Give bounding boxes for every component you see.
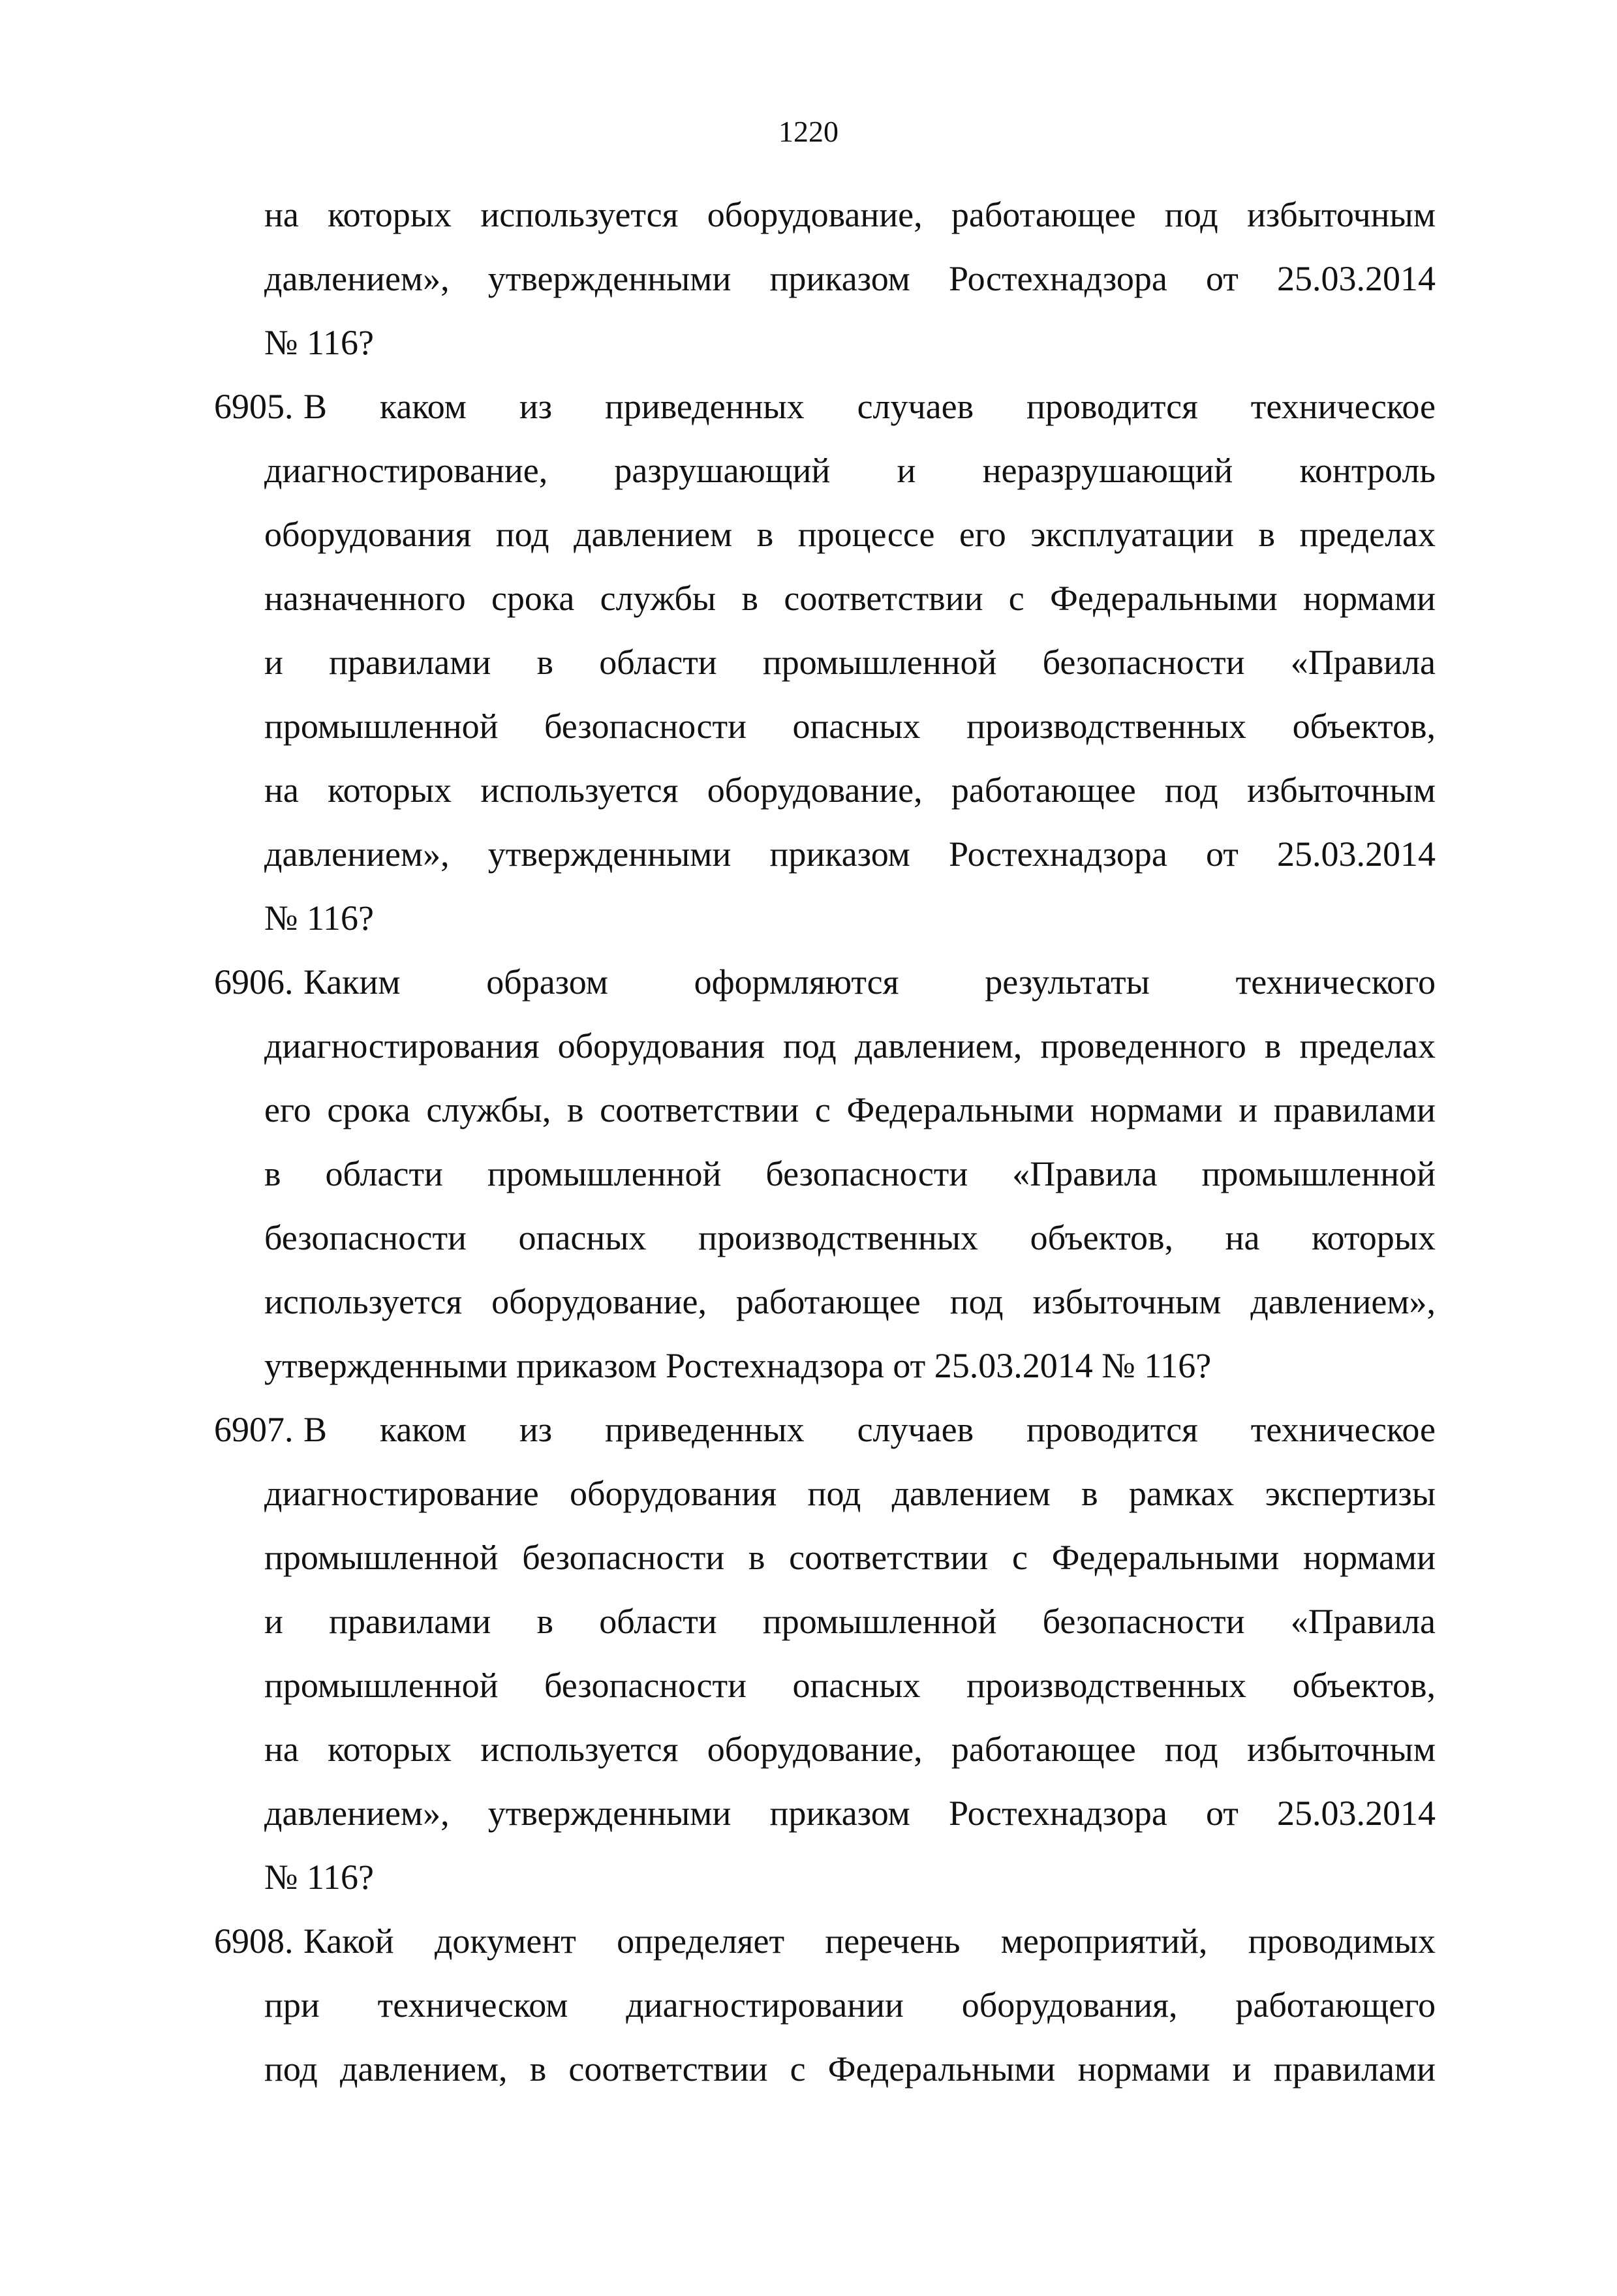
text-line: промышленной безопасности опасных производственных объектов, (264, 1666, 1436, 1705)
question-number: 6905. (214, 387, 294, 426)
text-line: промышленной безопасности опасных производственных объектов, (264, 707, 1436, 746)
text-line: давлением», утвержденными приказом Ростехнадзора от 25.03.2014 (264, 834, 1436, 874)
text-line: при техническом диагностировании оборудования, работающего (264, 1985, 1436, 2025)
text-line: давлением», утвержденными приказом Ростехнадзора от 25.03.2014 (264, 259, 1436, 298)
text-line: № 116? (264, 1858, 374, 1897)
text-line: В каком из приведенных случаев проводится техническое (303, 387, 1436, 426)
text-line: назначенного срока службы в соответствии с Федеральными нормами (264, 579, 1436, 618)
page-number: 1220 (778, 115, 839, 148)
text-line: на которых используется оборудование, работающее под избыточным (264, 1730, 1436, 1769)
text-line: диагностирование, разрушающий и неразрушающий контроль (264, 451, 1436, 490)
text-line: безопасности опасных производственных объектов, на которых (264, 1218, 1436, 1257)
text-line: Каким образом оформляются результаты технического (303, 962, 1436, 1002)
text-line: № 116? (264, 898, 374, 938)
text-line: диагностирования оборудования под давлением, проведенного в пределах (264, 1026, 1436, 1065)
text-line: на которых используется оборудование, работающее под избыточным (264, 771, 1436, 810)
text-line: используется оборудование, работающее под избыточным давлением», (264, 1282, 1436, 1321)
text-line: давлением», утвержденными приказом Ростехнадзора от 25.03.2014 (264, 1794, 1436, 1833)
text-line: В каком из приведенных случаев проводится техническое (303, 1410, 1436, 1449)
text-line: Какой документ определяет перечень мероприятий, проводимых (303, 1921, 1436, 1961)
text-line: и правилами в области промышленной безопасности «Правила (264, 643, 1436, 682)
text-line: промышленной безопасности в соответствии с Федеральными нормами (264, 1538, 1436, 1577)
question-number: 6906. (214, 962, 294, 1002)
text-line: утвержденными приказом Ростехнадзора от 25.03.2014 № 116? (264, 1346, 1212, 1385)
question-number: 6907. (214, 1410, 294, 1449)
text-line: № 116? (264, 323, 374, 362)
text-line: на которых используется оборудование, работающее под избыточным (264, 195, 1436, 234)
text-line: под давлением, в соответствии с Федеральными нормами и правилами (264, 2049, 1436, 2089)
text-line: оборудования под давлением в процессе его эксплуатации в пределах (264, 515, 1436, 554)
text-line: в области промышленной безопасности «Правила промышленной (264, 1154, 1436, 1193)
question-number: 6908. (214, 1921, 294, 1961)
text-line: диагностирование оборудования под давлением в рамках экспертизы (264, 1474, 1436, 1513)
text-line: и правилами в области промышленной безопасности «Правила (264, 1602, 1436, 1641)
text-line: его срока службы, в соответствии с Федеральными нормами и правилами (264, 1090, 1436, 1129)
